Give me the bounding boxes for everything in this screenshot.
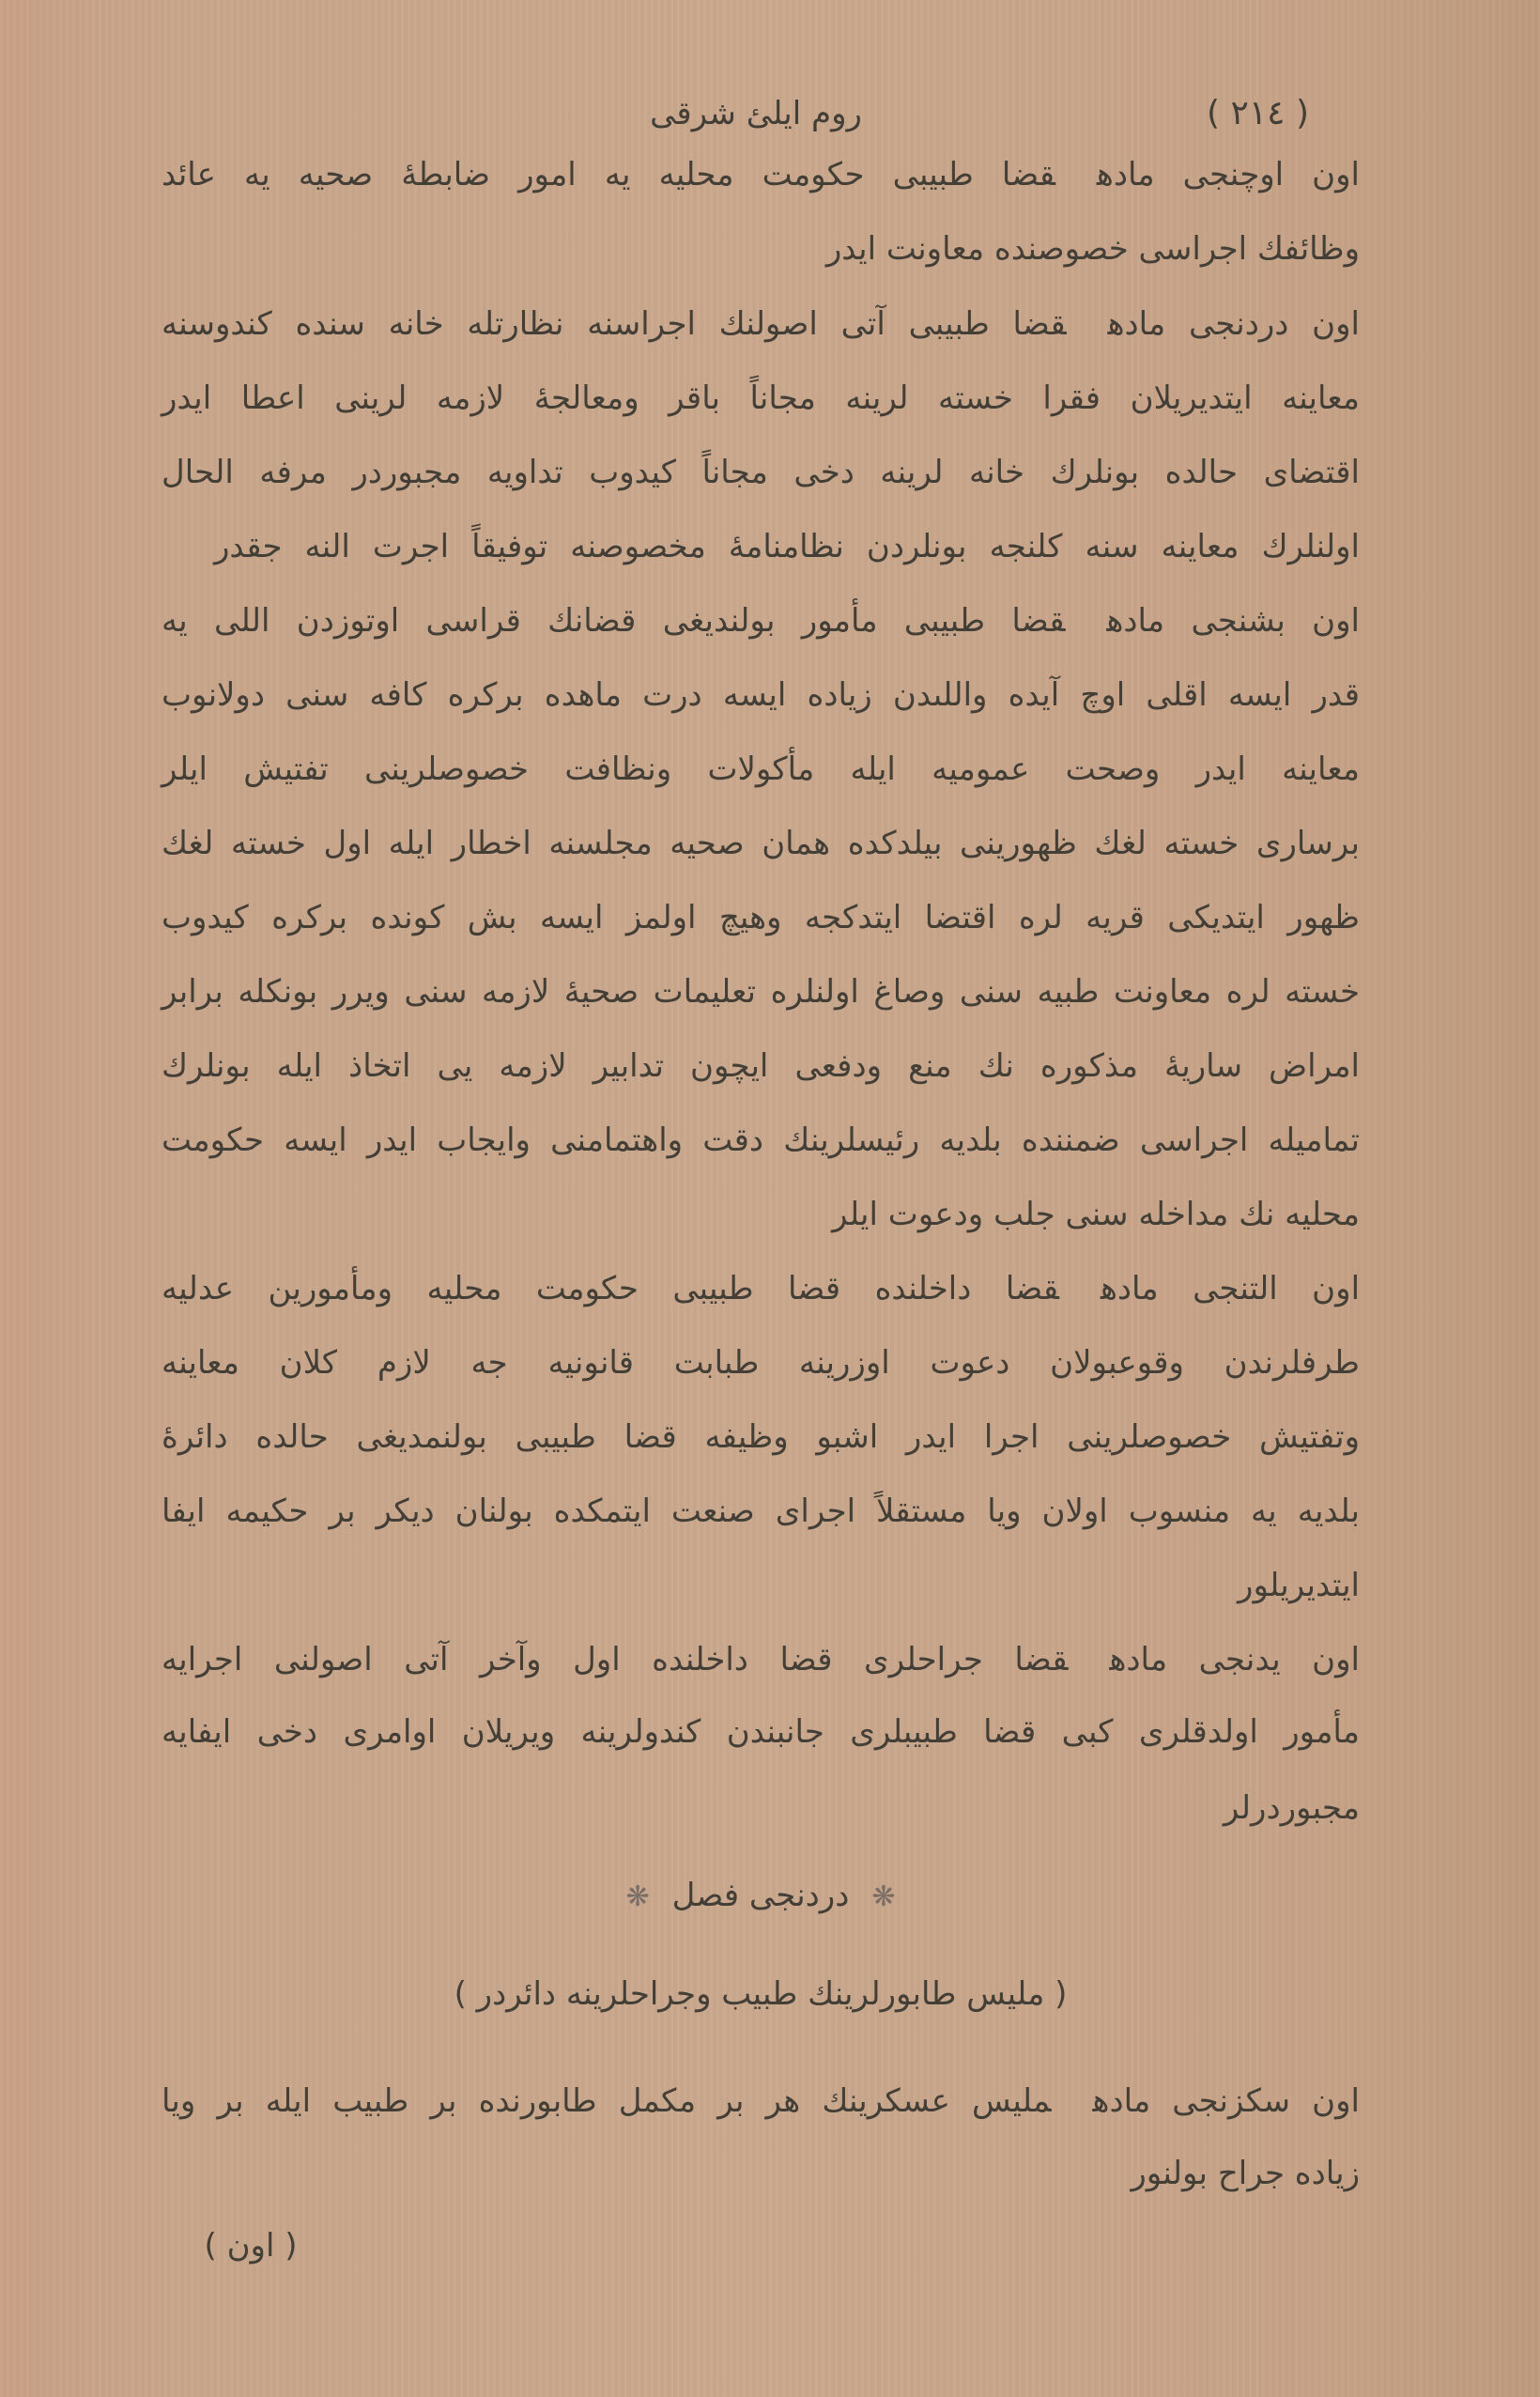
ornament-icon: ❋ (871, 1880, 896, 1913)
article-14-line-4: اولنلرك معاينه سنه كلنجه بونلردن نظامنامهٔ مخصوصنه توفيقاً اجرت النه جقدر (214, 528, 1360, 565)
article-label: اون بشنجى ماده (1106, 602, 1360, 640)
article-17-line-3: مجبوردرلر (1223, 1789, 1360, 1827)
article-15-line-5: ظهور ايتديكى قريه لره اقتضا ايتدكجه وهيچ اولمز ايسه بش كونده بركره كيدوب (162, 899, 1360, 936)
article-16-line-3: وتفتيش خصوصلرينى اجرا ايدر اشبو وظيفه قضا طبيبى بولنمديغى حالده دائرهٔ (162, 1418, 1360, 1456)
article-label: اون دردنجى ماده (1107, 305, 1360, 343)
article-text: قضا طبيبى حكومت محليه يه امور ضابطهٔ صحيه يه عائد (162, 156, 1055, 193)
article-16-line-1 (162, 1260, 1360, 1317)
article-13-line-1 (162, 147, 1360, 203)
article-text: قضا طبيبى مأمور بولنديغى قضانك قراسى اوتوزدن اللى يه (162, 602, 1066, 640)
article-16-line-4: بلديه يه منسوب اولان ويا مستقلاً اجراى صنعت ايتمكده بولنان ديكر بر حكيمه ايفا (162, 1492, 1360, 1530)
article-14-line-2: معاينه ايتديريلان فقرا خسته لرينه مجاناً باقر ومعالجهٔ لازمه لرينى اعطا ايدر (162, 379, 1360, 417)
article-15-line-2: قدر ايسه اقلى اوچ آيده واللىدن زياده ايسه درت ماهده بركره كافه سنى دولانوب (162, 676, 1360, 714)
article-18-line-1 (162, 2073, 1360, 2129)
article-15-line-8: تماميله اجراسى ضمننده بلديه رئيسلرينك دقت واهتمامنى وايجاب ايدر ايسه حكومت (162, 1121, 1360, 1159)
article-14-line-3: اقتضاى حالده بونلرك خانه لرينه دخى مجاناً كيدوب تداويه مجبوردر مرفه الحال (162, 454, 1360, 491)
article-label: اون التنجى ماده (1100, 1270, 1361, 1307)
article-label: اون يدنجى ماده (1109, 1641, 1360, 1678)
page-number: ( ٢١٤ ) (1206, 94, 1309, 132)
ornament-icon: ❋ (625, 1880, 650, 1913)
article-15-line-4: برسارى خسته لغك ظهورينى بيلدكده همان صحيه مجلسنه اخطار ايله اول خسته لغك (162, 825, 1360, 862)
article-15-line-6: خسته لره معاونت طبيه سنى وصاغ اولنلره تعليمات صحيهٔ لازمه سنى ويرر بونكله برابر (162, 973, 1360, 1011)
article-15-line-1 (162, 593, 1360, 649)
article-label: اون اوچنجى ماده (1096, 156, 1360, 193)
article-label: اون سكزنجى ماده (1092, 2082, 1360, 2120)
catchword: ( اون ) (204, 2227, 298, 2265)
article-15-line-3: معاينه ايدر وصحت عموميه ايله مأكولات ونظافت خصوصلرينى تفتيش ايلر (162, 750, 1360, 788)
section-title: دردنجى فصل (671, 1877, 850, 1914)
article-15-line-7: امراض ساريهٔ مذكوره نك منع ودفعى ايچون تدابير لازمه يى اتخاذ ايله بونلرك (162, 1047, 1360, 1085)
article-17-line-2: مأمور اولدقلرى كبى قضا طبيبلرى جانبندن كندولرينه ويريلان اوامرى دخى ايفايه (162, 1713, 1360, 1751)
article-17-line-1 (162, 1632, 1360, 1688)
article-text: قضا جراحلرى قضا داخلنده اول وآخر آتى اصولنى اجرايه (162, 1641, 1069, 1678)
article-18-line-2: زياده جراح بولنور (1131, 2155, 1360, 2192)
article-16-line-2: طرفلرندن وقوعبولان دعوت اوزرينه طبابت قانونيه جه لازم كلان معاينه (162, 1344, 1360, 1382)
section-heading (162, 1867, 1360, 1924)
article-13-line-2: وظائفك اجراسى خصوصنده معاونت ايدر (825, 230, 1360, 268)
running-title: روم ايلئ شرقى (650, 95, 862, 132)
article-16-line-5: ايتديريلور (1238, 1567, 1360, 1604)
article-15-line-9: محليه نك مداخله سنى جلب ودعوت ايلر (832, 1196, 1360, 1233)
article-text: قضا طبيبى آتى اصولنك اجراسنه نظارتله خانه سنده كندوسنه (162, 305, 1067, 343)
article-14-line-1 (162, 296, 1360, 352)
article-text: قضا داخلنده قضا طبيبى حكومت محليه ومأمورين عدليه (162, 1270, 1059, 1307)
article-text: مليس عسكرينك هر بر مكمل طابورنده بر طبيب ايله بر ويا (162, 2082, 1052, 2120)
section-subtitle: ( مليس طابورلرينك طبيب وجراحلرينه دائردر ) (454, 1975, 1068, 2013)
